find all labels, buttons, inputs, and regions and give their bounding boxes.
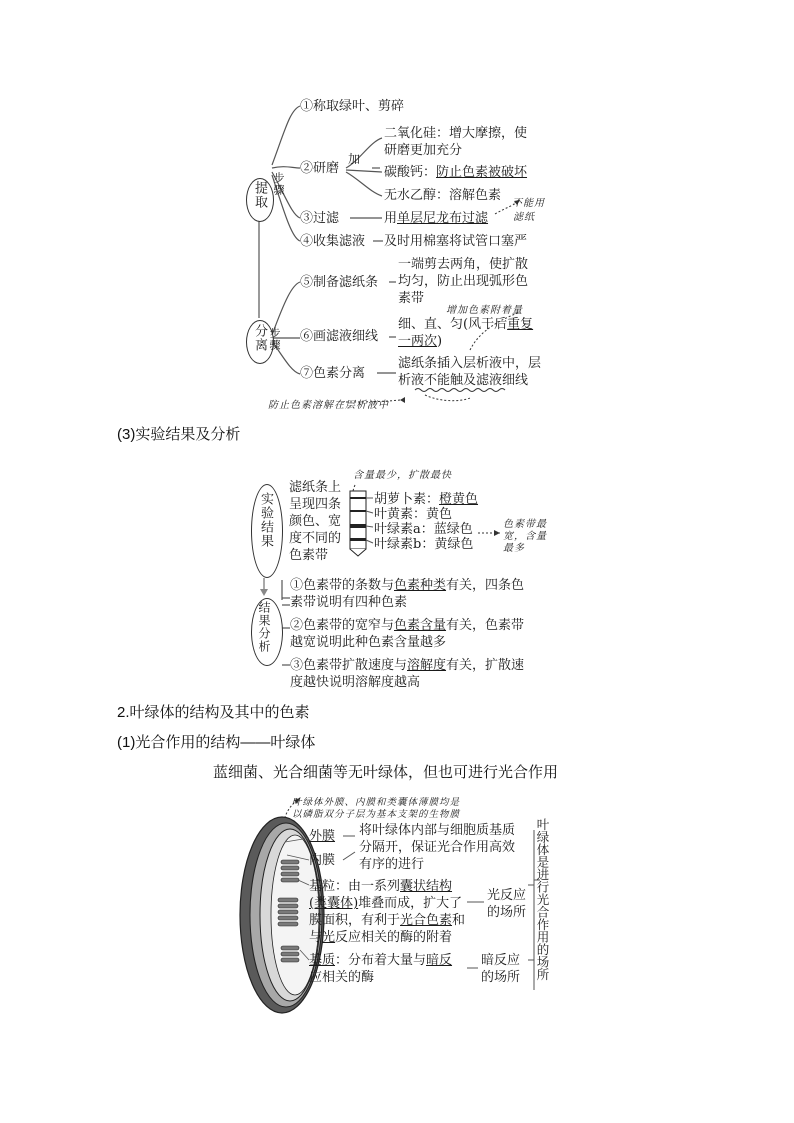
extract-label: 提取 xyxy=(252,181,267,209)
thin-line-repeat: 重复 xyxy=(507,317,534,332)
thin-line-close: ) xyxy=(437,334,443,349)
thin-line-times: 一两次 xyxy=(398,334,438,349)
grana-with: 与 xyxy=(309,930,323,945)
analysis-label: 结果分析 xyxy=(257,601,271,653)
grana-line-4 xyxy=(309,930,452,946)
result-desc-4: 度不同的 xyxy=(289,531,342,546)
add-label: 加 xyxy=(348,152,361,166)
grana-line-3 xyxy=(309,913,465,929)
sep-line-2 xyxy=(398,373,528,389)
caco3-prefix: 碳酸钙： xyxy=(384,165,437,180)
sep-line-1: 滤纸条插入层析液中，层 xyxy=(398,356,542,371)
filter-prefix: 用 xyxy=(384,211,398,226)
extract-steps-label: 步骤 xyxy=(272,172,285,196)
separate-steps-label: 步骤 xyxy=(268,327,281,351)
analysis-3-suffix: 有关，扩散速 xyxy=(446,658,525,673)
analysis-2b: 越宽说明此种色素含量越多 xyxy=(290,635,447,650)
result-label: 实验结果 xyxy=(258,492,273,548)
grana-structure: 囊状结构 xyxy=(400,879,453,894)
note-least: 含量最少，扩散最快 xyxy=(353,470,452,481)
grana-light: 光 xyxy=(322,930,336,945)
chloroplast-site-vertical: 叶绿体是进行光合作用的场所 xyxy=(535,818,550,981)
grana-and: 和 xyxy=(452,913,466,928)
note-line: 增加色素附着量 xyxy=(446,305,523,316)
section-2-title: 2.叶绿体的结构及其中的色素 xyxy=(117,704,310,721)
membrane-desc-3: 有序的进行 xyxy=(359,857,425,872)
paper-line-1: 一端剪去两角，使扩散 xyxy=(398,257,529,272)
stroma-dark: 暗反 xyxy=(426,953,453,968)
step-3: ③过滤 xyxy=(300,211,340,226)
band-carotene-name: 胡萝卜素： xyxy=(374,492,440,507)
note-widest-1: 色素带最 xyxy=(503,519,547,530)
grana-line-1 xyxy=(309,879,452,895)
chloro-note-2: 以磷脂双分子层为基本支架的生物膜 xyxy=(292,809,461,820)
band-chl-a: 叶绿素a：蓝绿色 xyxy=(374,522,473,537)
sio2-line-1: 二氧化硅：增大摩擦，使 xyxy=(384,126,528,141)
dark-reaction-2: 的场所 xyxy=(481,970,521,985)
step-6: ⑥画滤液细线 xyxy=(300,329,379,344)
filter-line xyxy=(384,211,488,227)
outer-membrane-label: 外膜 xyxy=(309,829,336,844)
separate-label: 分离 xyxy=(252,324,267,352)
step-2: ②研磨 xyxy=(300,161,340,176)
chloro-note-1: 叶绿体外膜、内膜和类囊体薄膜均是 xyxy=(292,797,461,808)
grana-stack: 堆叠而成，扩大了 xyxy=(358,896,463,911)
band-carotene-color: 橙黄色 xyxy=(439,492,479,507)
note-filter: 滤纸 xyxy=(513,212,535,223)
step-5: ⑤制备滤纸条 xyxy=(300,275,379,290)
result-desc-2: 呈现四条 xyxy=(289,497,342,512)
step-4: ④收集滤液 xyxy=(300,234,366,249)
caco3-underlined: 防止色素被破坏 xyxy=(436,165,528,180)
analysis-2-suffix: 有关，色素带 xyxy=(446,618,525,633)
thin-line-1 xyxy=(398,317,533,333)
stroma-line-2: 应相关的酶 xyxy=(309,970,375,985)
result-desc-1: 滤纸条上 xyxy=(289,480,342,495)
paper-line-3: 素带 xyxy=(398,291,425,306)
stroma-line-1 xyxy=(309,953,452,969)
section-3-title: (3)实验结果及分析 xyxy=(117,426,241,443)
note-ethanol: 不能用 xyxy=(512,198,545,209)
collect-line: 及时用棉塞将试管口塞严 xyxy=(384,234,528,249)
membrane-desc-1: 将叶绿体内部与细胞质基质 xyxy=(359,823,516,838)
grana-thylakoid: (类囊体) xyxy=(309,896,359,911)
analysis-2-key: 色素含量 xyxy=(394,618,447,633)
light-reaction-2: 的场所 xyxy=(487,905,527,920)
grana-prefix: 基粒：由一系列 xyxy=(309,879,401,894)
band-chl-b: 叶绿素b：黄绿色 xyxy=(374,537,474,552)
analysis-1-suffix: 有关，四条色 xyxy=(446,578,525,593)
note-separation: 防止色素溶解在层析液中 xyxy=(268,400,389,411)
step-1: ①称取绿叶、剪碎 xyxy=(300,99,405,114)
analysis-2a xyxy=(290,618,524,634)
result-desc-5: 色素带 xyxy=(289,548,329,563)
stroma-label: 基质 xyxy=(309,953,336,968)
light-reaction-1: 光反应 xyxy=(487,888,527,903)
sep-wavy: 不能触及滤液细线 xyxy=(424,373,529,388)
sep-prefix: 析液 xyxy=(398,373,425,388)
paper-line-2: 均匀，防止出现弧形色 xyxy=(398,274,529,289)
band-carotene xyxy=(374,492,478,508)
ethanol-line: 无水乙醇：溶解色素 xyxy=(384,188,502,203)
analysis-3b: 度越快说明溶解度越高 xyxy=(290,675,421,690)
section-2-note: 蓝细菌、光合细菌等无叶绿体，但也可进行光合作用 xyxy=(213,764,559,781)
grana-line-2 xyxy=(309,896,462,912)
caco3-line xyxy=(384,165,527,181)
analysis-1-key: 色素种类 xyxy=(394,578,447,593)
grana-pigment: 光合色素 xyxy=(400,913,453,928)
section-2-subtitle: (1)光合作用的结构——叶绿体 xyxy=(117,734,316,751)
analysis-1b: 素带说明有四种色素 xyxy=(290,595,408,610)
analysis-3-key: 溶解度 xyxy=(407,658,447,673)
membrane-desc-2: 分隔开，保证光合作用高效 xyxy=(359,840,516,855)
dark-reaction-1: 暗反应 xyxy=(481,953,521,968)
note-widest-3: 最多 xyxy=(503,543,525,554)
filter-underlined: 单层尼龙布过滤 xyxy=(397,211,489,226)
result-desc-3: 颜色、宽 xyxy=(289,514,342,529)
stroma-desc: ：分布着大量与 xyxy=(335,953,427,968)
thin-line-text: 细、直、匀(风干后 xyxy=(398,317,508,332)
analysis-1a xyxy=(290,578,524,594)
note-widest-2: 宽，含量 xyxy=(503,531,547,542)
analysis-1-prefix: ①色素带的条数与 xyxy=(290,578,395,593)
analysis-3a xyxy=(290,658,524,674)
grana-area: 膜面积，有利于 xyxy=(309,913,401,928)
analysis-2-prefix: ②色素带的宽窄与 xyxy=(290,618,395,633)
grana-enzyme: 反应相关的酶的附着 xyxy=(335,930,453,945)
analysis-3-prefix: ③色素带扩散速度与 xyxy=(290,658,408,673)
sio2-line-2: 研磨更加充分 xyxy=(384,143,463,158)
thin-line-2 xyxy=(398,334,442,350)
band-xanthophyll: 叶黄素：黄色 xyxy=(374,507,453,522)
inner-membrane-label: 内膜 xyxy=(309,853,336,868)
step-7: ⑦色素分离 xyxy=(300,366,366,381)
